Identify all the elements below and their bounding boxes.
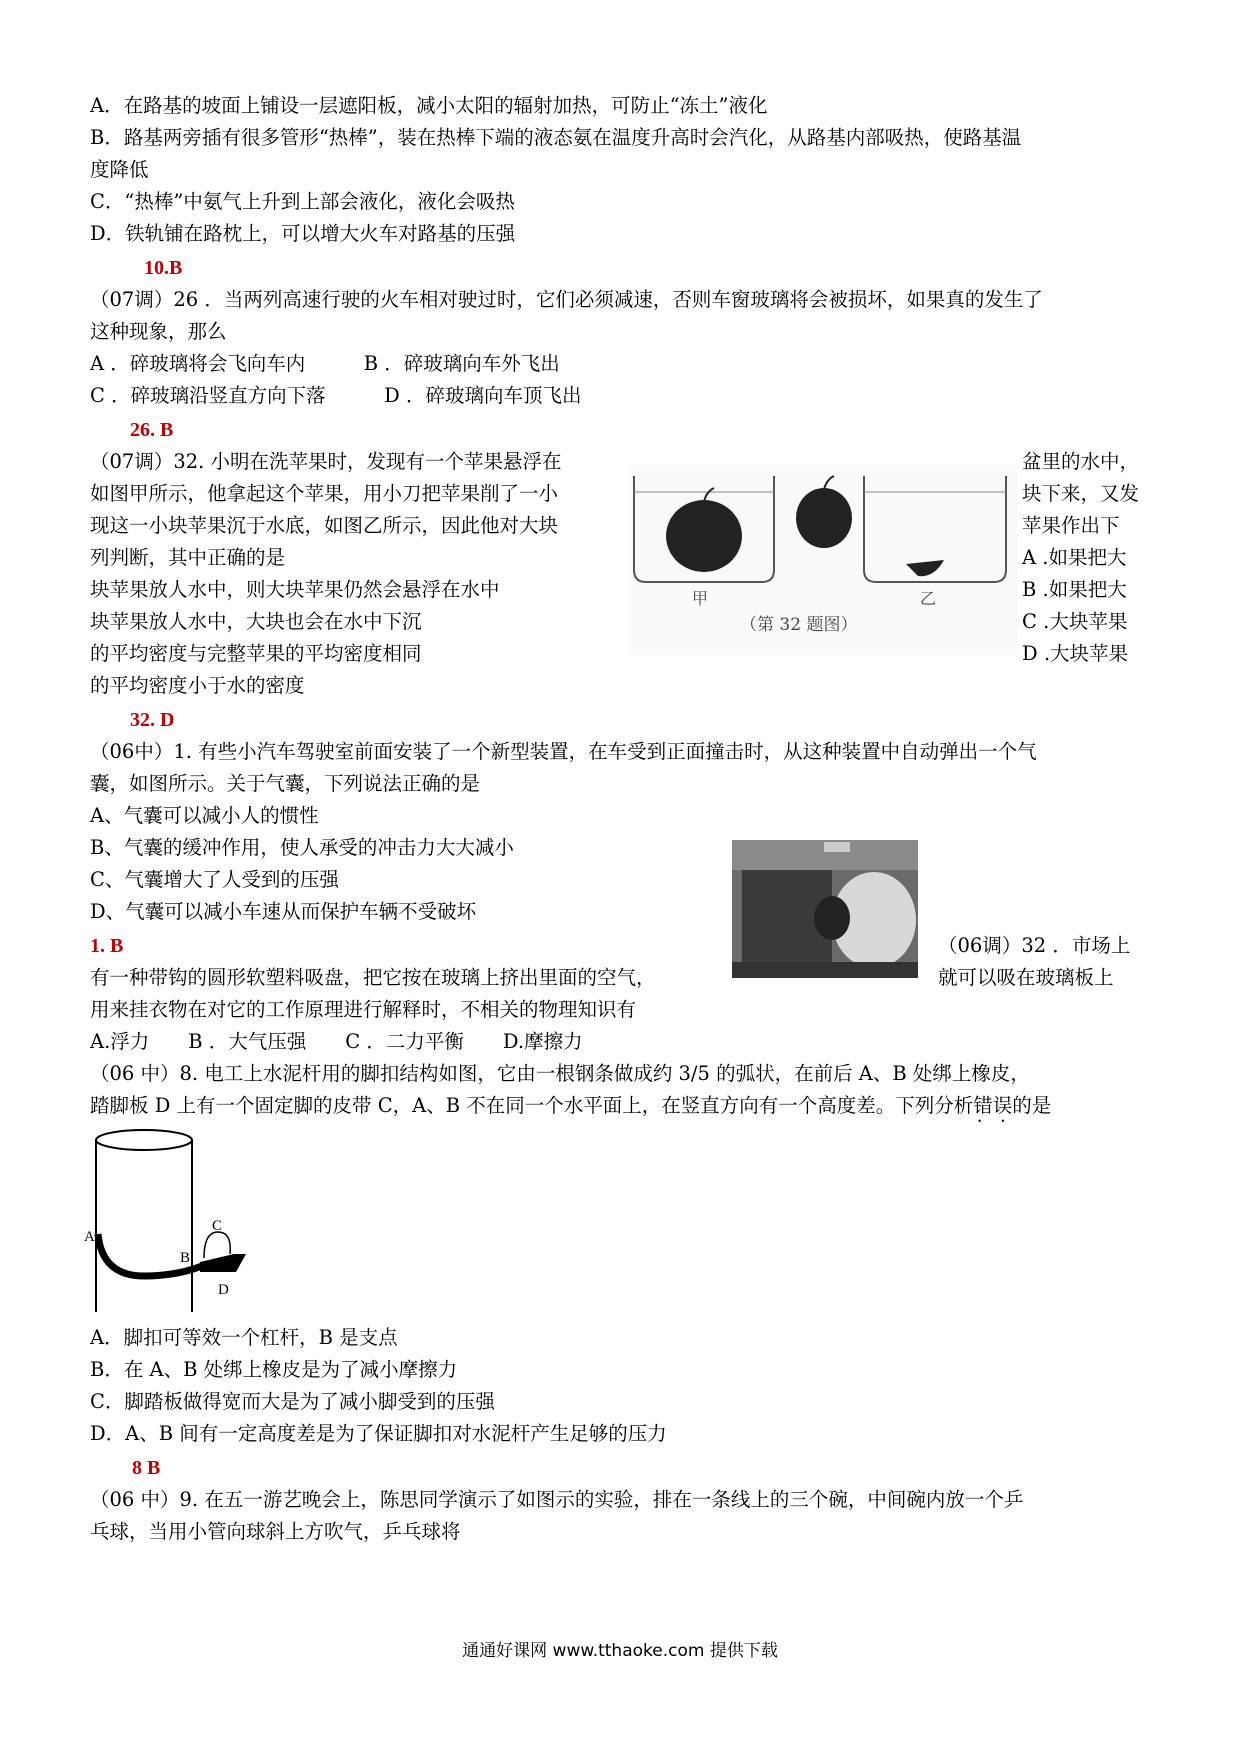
cut-apple [796, 488, 852, 548]
q32b-stem-cont: 有一种带钩的圆形软塑料吸盘，把它按在玻璃上挤出里面的空气， [90, 966, 656, 989]
answer-32: 32. D [130, 709, 175, 731]
q32-line-3-right: 苹果作出下 [1022, 514, 1120, 537]
q32-option-c: C .大块苹果 [1022, 610, 1128, 633]
label-a: A [84, 1229, 95, 1245]
q32-line-3: 现这一小块苹果沉于水底，如图乙所示，因此他对大块 [90, 514, 559, 537]
q8-stem-post: 的是 [1012, 1094, 1052, 1117]
q1-option-c: C、气囊增大了人受到的压强 [90, 868, 339, 891]
label-d: D [218, 1282, 229, 1298]
q32b-stem-3: 用来挂衣物在对它的工作原理进行解释时，不相关的物理知识有 [90, 998, 637, 1021]
q9b-stem: （06 中）9. 在五一游艺晚会上，陈思同学演示了如图示的实验，排在一条线上的三个碗，中间碗内放一个乒 [90, 1488, 1024, 1511]
q32-line-2-right: 块下来，又发 [1022, 482, 1140, 505]
q26-options-cd: C ．碎玻璃沿竖直方向下落 D ．碎玻璃向车顶飞出 [90, 384, 582, 407]
apple-figure [628, 466, 1018, 654]
floating-apple [666, 500, 742, 572]
q8-option-a: A．脚扣可等效一个杠杆，B 是支点 [90, 1326, 398, 1349]
q26-stem-cont: 这种现象，那么 [90, 320, 227, 343]
q26-stem: （07调）26 ．当两列高速行驶的火车相对驶过时，它们必须减速，否则车窗玻璃将会被损坏，如果真的发生了 [90, 288, 1043, 311]
page-footer: 通通好课网 www.tthaoke.com 提供下载 [462, 1641, 778, 1661]
q32-option-b: B .如果把大 [1022, 578, 1127, 601]
q8-option-c: C．脚踏板做得宽而大是为了减小脚受到的压强 [90, 1390, 495, 1413]
strap-c [204, 1232, 230, 1258]
q32-line-1: （07调）32. 小明在洗苹果时，发现有一个苹果悬浮在 [90, 450, 562, 473]
pole-top [96, 1130, 192, 1150]
answer-1: 1. B [90, 935, 124, 957]
label-c: C [212, 1218, 223, 1234]
q1-option-d: D、气囊可以减小车速从而保护车辆不受破坏 [90, 900, 477, 923]
q32-line-2: 如图甲所示，他拿起这个苹果，用小刀把苹果削了一小 [90, 482, 559, 505]
option-a-line: A．在路基的坡面上铺设一层遮阳板，减小太阳的辐射加热，可防止“冻土”液化 [90, 94, 768, 117]
q9b-stem-cont: 乓球，当用小管向球斜上方吹气，乒乓球将 [90, 1520, 461, 1543]
label-b: B [180, 1250, 191, 1266]
q32-line-6: 块苹果放人水中，大块也会在水中下沉 [90, 610, 422, 633]
q32-line-1-right: 盆里的水中， [1022, 450, 1140, 473]
q32-option-d: D .大块苹果 [1022, 642, 1129, 665]
q1-stem-cont: 囊，如图所示。关于气囊，下列说法正确的是 [90, 772, 481, 795]
q8-stem-pre: 踏脚板 D 上有一个固定脚的皮带 C，A、B 不在同一个水平面上，在竖直方向有一个高度差。下列分析 [90, 1094, 974, 1117]
q32-line-5: 块苹果放人水中，则大块苹果仍然会悬浮在水中 [90, 578, 500, 601]
q32b-stem: （06调）32 ．市场上 [938, 934, 1131, 957]
driver [814, 896, 850, 940]
foot-buckle-figure [84, 1126, 264, 1316]
q32-line-7: 的平均密度与完整苹果的平均密度相同 [90, 642, 422, 665]
option-b-line: B．路基两旁插有很多管形“热棒”，装在热棒下端的液态氨在温度升高时会汽化，从路基内部吸热，使路基温 [90, 126, 1022, 149]
q8-option-b: B．在 A、B 处绑上橡皮是为了减小摩擦力 [90, 1358, 458, 1381]
q32b-stem-right: 就可以吸在玻璃板上 [938, 966, 1114, 989]
pedal-d [200, 1254, 246, 1272]
q32-line-4: 列判断，其中正确的是 [90, 546, 286, 569]
q32-line-8: 的平均密度小于水的密度 [90, 674, 305, 697]
label-jia: 甲 [692, 589, 709, 608]
option-b-line-cont: 度降低 [90, 158, 149, 181]
option-c-line: C．“热棒”中氨气上升到上部会液化，液化会吸热 [90, 190, 515, 213]
figure-caption: （第 32 题图） [740, 615, 858, 635]
answer-8: 8 B [132, 1457, 161, 1479]
q1-stem: （06中）1. 有些小汽车驾驶室前面安装了一个新型装置，在车受到正面撞击时，从这种装置中自动弹出一个气 [90, 740, 1037, 763]
option-d-line: D．铁轨铺在路枕上，可以增大火车对路基的压强 [90, 222, 516, 245]
q1-option-a: A、气囊可以减小人的惯性 [90, 804, 319, 827]
q1-option-b: B、气囊的缓冲作用，使人承受的冲击力大大减小 [90, 836, 514, 859]
q8-stem: （06 中）8. 电工上水泥杆用的脚扣结构如图，它由一根钢条做成约 3/5 的弧状，在前后 A、B 处绑上橡皮， [90, 1062, 1030, 1085]
label-yi: 乙 [920, 589, 937, 608]
q8-option-d: D．A、B 间有一定高度差是为了保证脚扣对水泥杆产生足够的压力 [90, 1422, 667, 1445]
q26-options-ab: A ．碎玻璃将会飞向车内 B ．碎玻璃向车外飞出 [90, 352, 560, 375]
q8-stem-emphasis: 错误 • • [973, 1094, 1012, 1117]
answer-10: 10.B [144, 257, 183, 279]
q8-stem-cont [90, 1094, 1051, 1118]
airbag-photo [732, 840, 918, 978]
q32-option-a: A .如果把大 [1022, 546, 1127, 569]
q32b-options: A.浮力 B ．大气压强 C ．二力平衡 D.摩擦力 [90, 1030, 583, 1053]
answer-26: 26. B [130, 419, 174, 441]
